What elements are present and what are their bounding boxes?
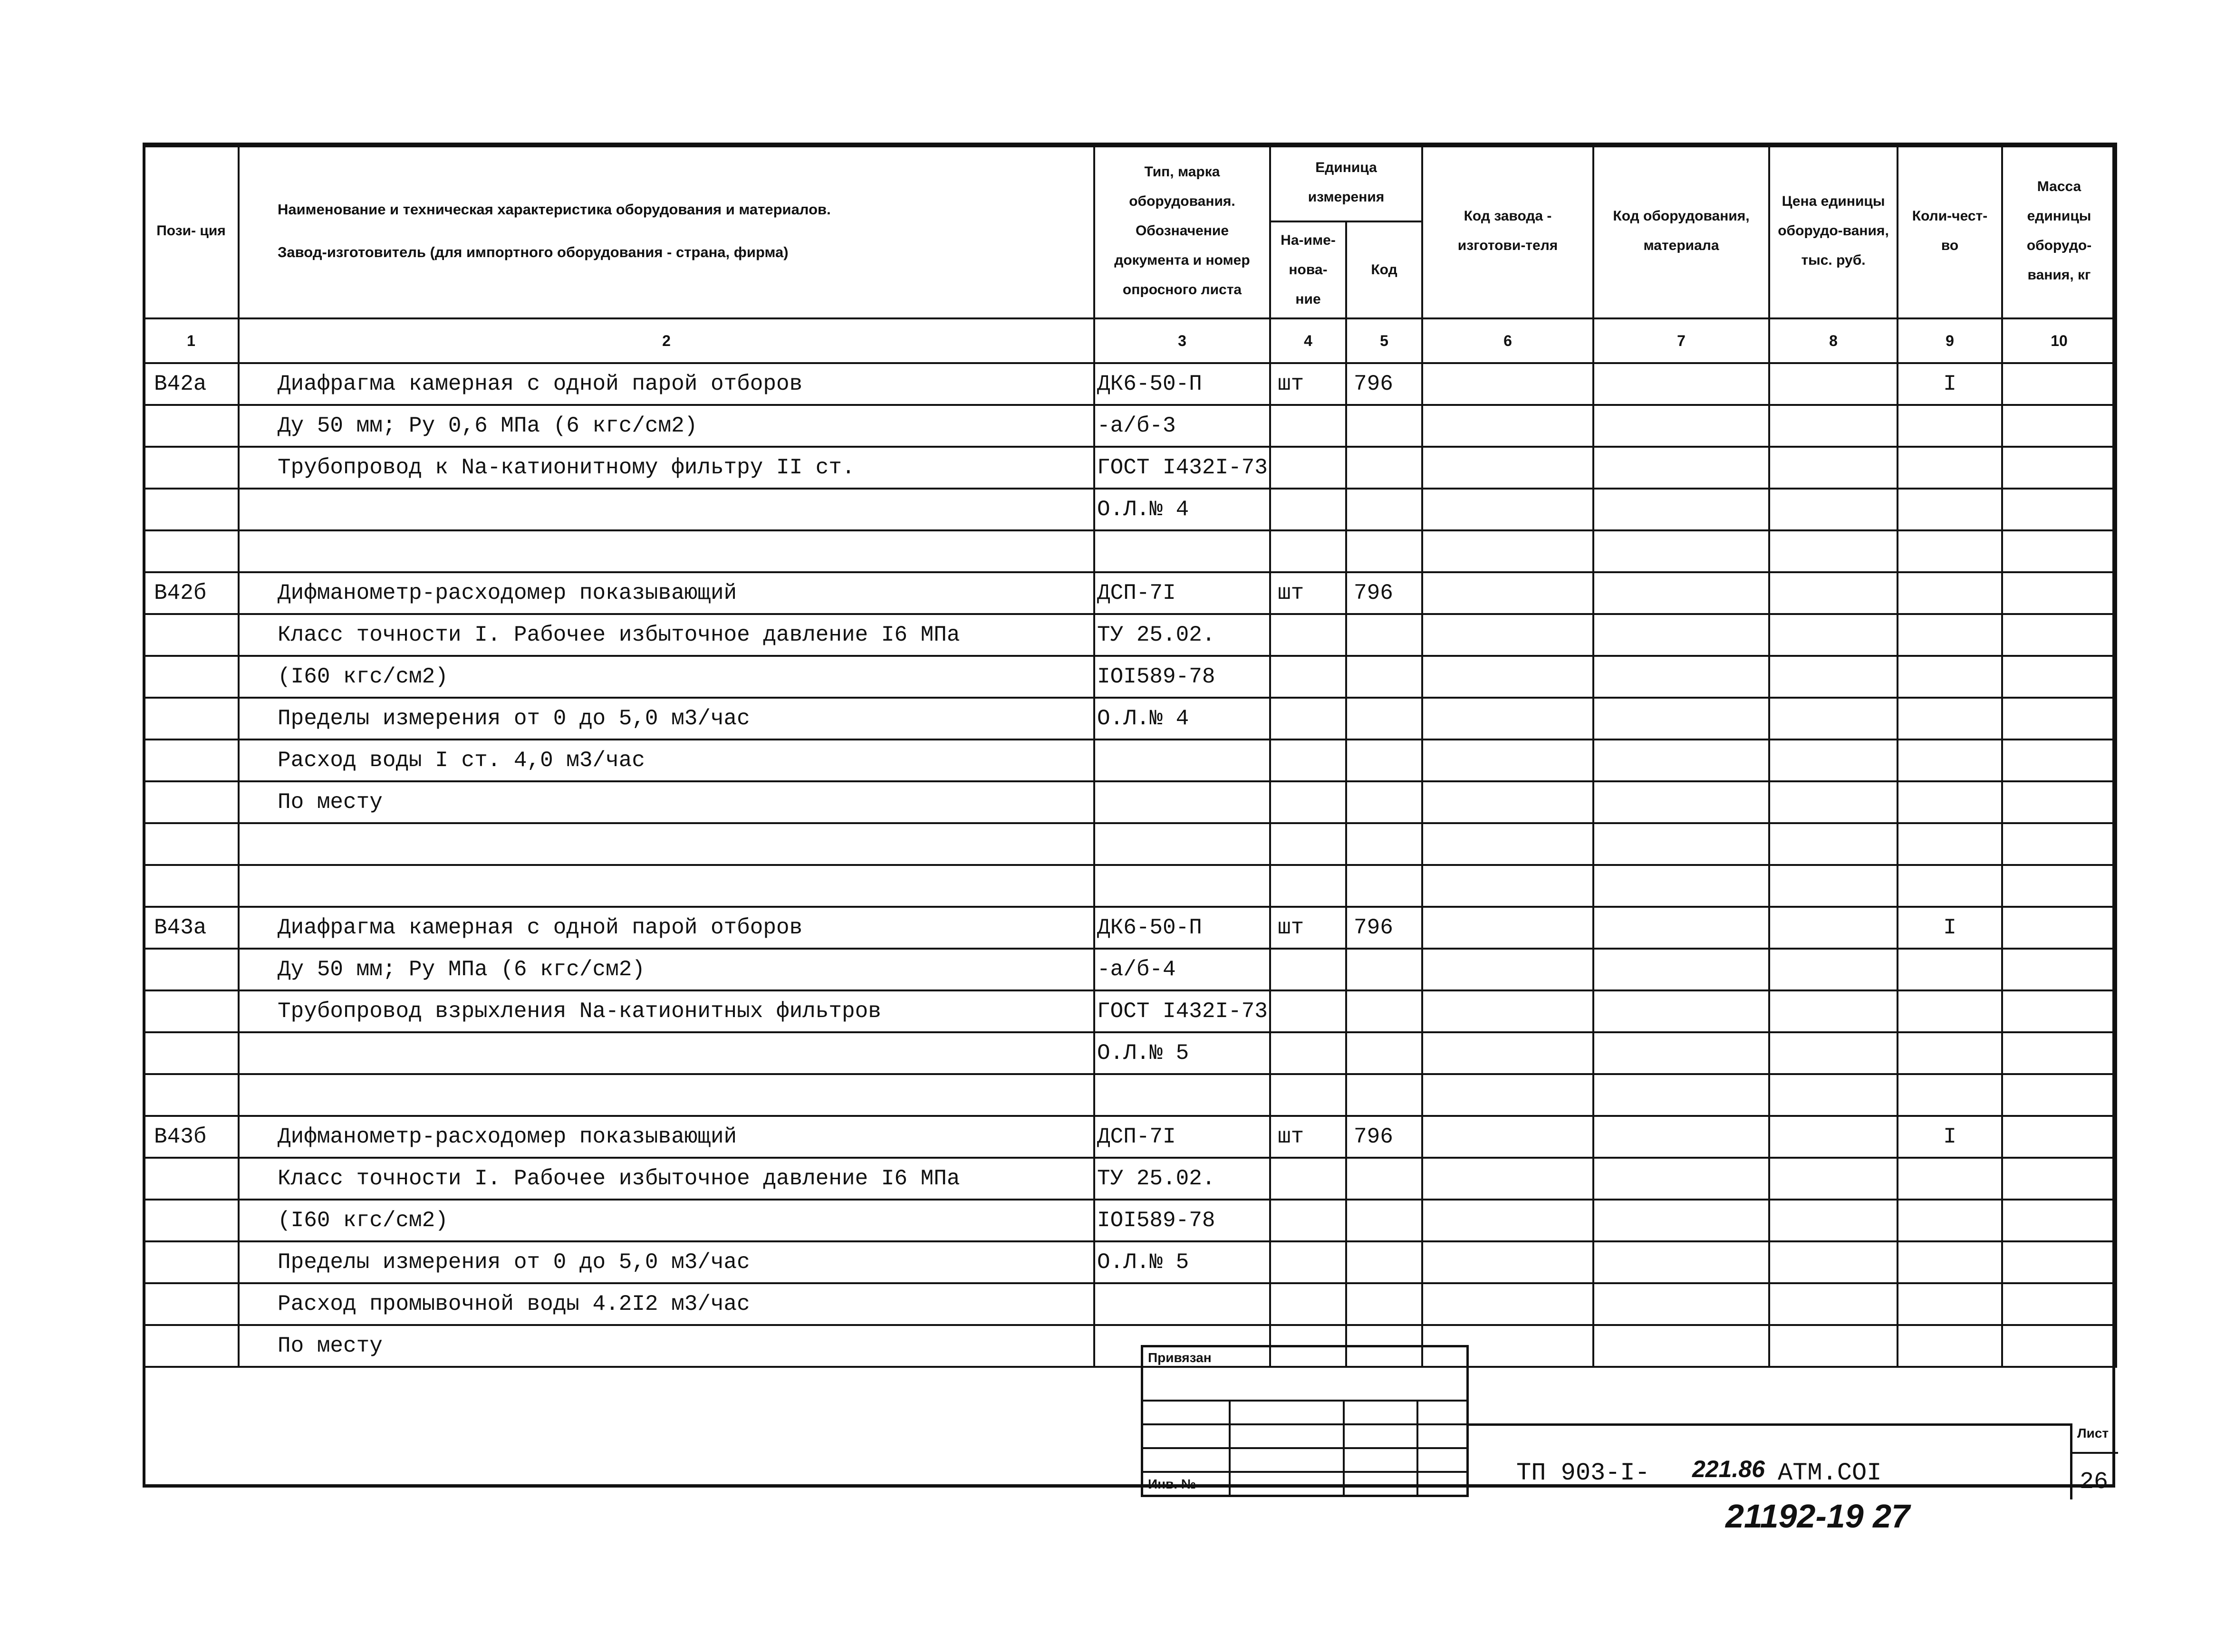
quantity-cell: I	[1898, 907, 2002, 949]
stamp-vline	[1229, 1400, 1231, 1495]
header-price: Цена единицы оборудо-вания, тыс. руб.	[1769, 144, 1898, 318]
name-cell: Пределы измерения от 0 до 5,0 м3/час	[239, 698, 1094, 740]
name-cell: Дифманометр-расходомер показывающий	[239, 572, 1094, 614]
sheet-number-divider	[2070, 1452, 2118, 1454]
stamp-privyazan-label: Привязан	[1148, 1350, 1212, 1365]
type-cell: IOI589-78	[1094, 1200, 1270, 1241]
name-cell: По месту	[239, 781, 1094, 823]
position-cell: В43а	[144, 907, 239, 949]
type-cell: IOI589-78	[1094, 656, 1270, 698]
type-cell: ГОСТ I432I-73	[1094, 990, 1270, 1032]
position-cell: В42а	[144, 363, 239, 405]
type-cell: ДСП-7I	[1094, 572, 1270, 614]
type-cell: -а/б-4	[1094, 949, 1270, 990]
name-cell: Диафрагма камерная с одной парой отборов	[239, 907, 1094, 949]
quantity-cell: I	[1898, 1116, 2002, 1158]
type-cell: ТУ 25.02.	[1094, 614, 1270, 656]
type-cell: ТУ 25.02.	[1094, 1158, 1270, 1200]
name-cell: Трубопровод к Na-катионитному фильтру II ст.	[239, 447, 1094, 489]
column-number: 7	[1593, 318, 1769, 363]
unit-code-cell: 796	[1346, 572, 1422, 614]
column-number: 1	[144, 318, 239, 363]
sheet-label: Лист	[2077, 1426, 2109, 1441]
type-cell: ДК6-50-П	[1094, 907, 1270, 949]
header-position: Пози- ция	[144, 144, 239, 318]
name-cell: По месту	[239, 1325, 1094, 1367]
stamp-vline	[1343, 1400, 1345, 1495]
type-cell: О.Л.№ 4	[1094, 698, 1270, 740]
column-number: 3	[1094, 318, 1270, 363]
header-factory-code: Код завода - изготови-теля	[1422, 144, 1593, 318]
name-cell: Дифманометр-расходомер показывающий	[239, 1116, 1094, 1158]
name-cell: Ду 50 мм; Ру МПа (6 кгс/см2)	[239, 949, 1094, 990]
header-unit-code: Код	[1346, 221, 1422, 318]
type-cell: О.Л.№ 5	[1094, 1241, 1270, 1283]
name-cell: Пределы измерения от 0 до 5,0 м3/час	[239, 1241, 1094, 1283]
position-cell: В42б	[144, 572, 239, 614]
type-cell: О.Л.№ 5	[1094, 1032, 1270, 1074]
unit-name-cell: шт	[1270, 363, 1346, 405]
sheet-frame	[143, 143, 2115, 1488]
type-cell: ДК6-50-П	[1094, 363, 1270, 405]
header-type: Тип, марка оборудования. Обозначение документа и номер опросного листа	[1094, 144, 1270, 318]
header-quantity: Коли-чест-во	[1898, 144, 2002, 318]
unit-code-cell: 796	[1346, 363, 1422, 405]
name-cell: Класс точности I. Рабочее избыточное давление I6 МПа	[239, 614, 1094, 656]
column-number: 8	[1769, 318, 1898, 363]
doc-code-prefix: ТП 903-I-	[1516, 1459, 1650, 1487]
header-equipment-code: Код оборудования, материала	[1593, 144, 1769, 318]
sheet-number: 26	[2080, 1469, 2109, 1496]
unit-name-cell: шт	[1270, 907, 1346, 949]
column-number: 6	[1422, 318, 1593, 363]
archive-number: 21192-19 27	[1725, 1498, 1910, 1535]
header-unit-group: Единица измерения	[1270, 144, 1422, 221]
name-cell: Класс точности I. Рабочее избыточное давление I6 МПа	[239, 1158, 1094, 1200]
quantity-cell: I	[1898, 363, 2002, 405]
doc-code-number: 221.86	[1692, 1456, 1765, 1482]
type-cell: ДСП-7I	[1094, 1116, 1270, 1158]
stamp-inv-label: Инв. №	[1148, 1477, 1196, 1491]
type-cell: ГОСТ I432I-73	[1094, 447, 1270, 489]
header-unit-name: На-име-нова-ние	[1270, 221, 1346, 318]
position-cell: В43б	[144, 1116, 239, 1158]
name-cell: (I60 кгс/см2)	[239, 1200, 1094, 1241]
header-mass: Масса единицы оборудо-вания, кг	[2002, 144, 2116, 318]
name-cell: Трубопровод взрыхления Na-катионитных фильтров	[239, 990, 1094, 1032]
header-name-line2: Завод-изготовитель (для импортного оборудования - страна, фирма)	[278, 244, 789, 260]
type-cell: -а/б-3	[1094, 405, 1270, 447]
column-number: 2	[239, 318, 1094, 363]
stamp-vline	[1416, 1400, 1418, 1495]
unit-name-cell: шт	[1270, 572, 1346, 614]
name-cell: Диафрагма камерная с одной парой отборов	[239, 363, 1094, 405]
doc-code-suffix: АТМ.СОI	[1778, 1459, 1882, 1487]
column-number: 5	[1346, 318, 1422, 363]
name-cell: Расход воды I ст. 4,0 м3/час	[239, 740, 1094, 781]
name-cell: (I60 кгс/см2)	[239, 656, 1094, 698]
header-name-line1: Наименование и техническая характеристика оборудования и материалов.	[278, 201, 831, 218]
column-number: 9	[1898, 318, 2002, 363]
name-cell: Ду 50 мм; Ру 0,6 МПа (6 кгс/см2)	[239, 405, 1094, 447]
column-number: 4	[1270, 318, 1346, 363]
column-number: 10	[2002, 318, 2116, 363]
type-cell: О.Л.№ 4	[1094, 489, 1270, 530]
binding-stamp	[1141, 1345, 1469, 1497]
unit-code-cell: 796	[1346, 907, 1422, 949]
unit-name-cell: шт	[1270, 1116, 1346, 1158]
name-cell: Расход промывочной воды 4.2I2 м3/час	[239, 1283, 1094, 1325]
unit-code-cell: 796	[1346, 1116, 1422, 1158]
